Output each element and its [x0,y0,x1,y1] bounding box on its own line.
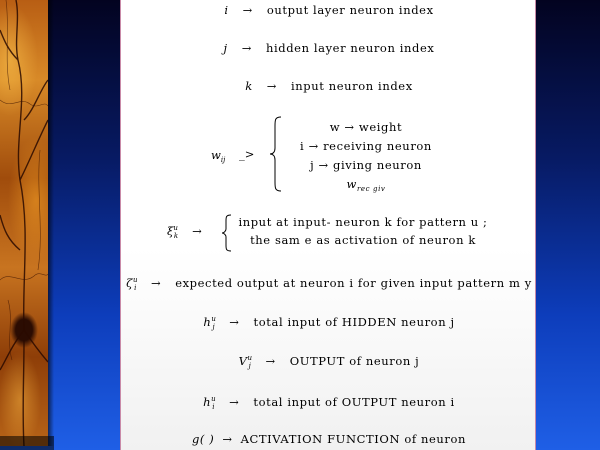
weight-operator: _> [239,147,255,161]
xi-symbol: $\xi^u_k$ → [167,224,202,240]
def-output-index-text: output layer neuron index [266,3,434,17]
weight-line-4: $w_{rec giv}$ [346,177,386,193]
symbol-h: h [203,395,212,409]
strip-shadow [48,0,54,446]
xi-line-1: input at input- neuron k for pattern u ; [238,215,488,229]
left-brace-icon [221,214,233,252]
def-h-hidden-text: total input of HIDDEN neuron j [253,315,455,329]
def-hidden-index-text: hidden layer neuron index [265,41,435,55]
arrow-icon: → [241,41,252,55]
def-h-output: $h^u_i$ → total input of OUTPUT neuron i [203,395,455,411]
weight-line-2: i → receiving neuron [300,139,432,153]
symbol-k: k [245,79,253,93]
arrow-icon: → [265,354,276,368]
def-zeta-text: expected output at neuron i for given input pattern m y [175,276,532,290]
symbol-g: g( ) [191,432,215,446]
weight-line-1: w → weight [329,120,403,134]
left-brace-icon [269,116,283,192]
def-hidden-index [121,41,537,55]
def-h-output-text: total input of OUTPUT neuron i [253,395,455,409]
weight-symbol: $w_{ij}$ [211,148,226,164]
weight-line-3: j → giving neuron [310,158,422,172]
strip-bottom-shadow [0,436,54,450]
xi-explanation [233,213,493,249]
symbol-v: V [238,354,248,368]
arrow-icon: → [266,79,278,93]
def-input-index-text: input neuron index [291,79,413,93]
def-zeta: $\zeta^u_i$ → expected output at neuron i for given input pattern m y [126,276,532,292]
arrow-icon: → [229,395,240,409]
def-v-output-text: OUTPUT of neuron j [289,354,420,368]
symbol-j: j [223,41,228,55]
def-input-index [121,79,537,93]
symbol-h: h [203,315,212,329]
def-v-output: $V^u_j$ → OUTPUT of neuron j [238,354,420,370]
def-xi [121,213,537,253]
arrow-icon: → [222,432,233,446]
arrow-icon: → [150,276,162,290]
def-weight [121,114,537,194]
def-g-activation [121,432,537,446]
arrow-icon: → [229,315,240,329]
neuron-image [0,0,48,446]
symbol-i: i [224,3,229,17]
def-g-activation-text: ACTIVATION FUNCTION of neuron [240,432,467,446]
def-h-hidden: $h^u_j$ → total input of HIDDEN neuron j [203,315,455,331]
def-output-index [121,3,537,17]
definitions-panel [120,0,536,450]
weight-explanation [286,118,446,194]
symbol-zeta: ζ [126,276,133,290]
xi-line-2: the sam e as activation of neuron k [250,233,476,247]
arrow-icon: → [242,3,253,17]
